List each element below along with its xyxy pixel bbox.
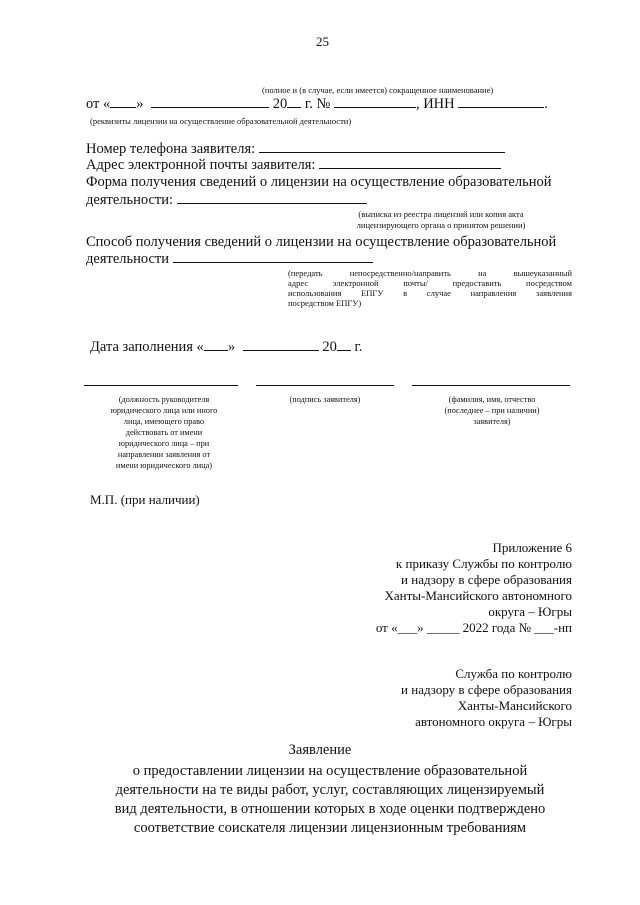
date-g: г.	[354, 339, 363, 355]
year-prefix: 20	[272, 96, 288, 112]
email-label: Адрес электронной почты заявителя:	[86, 157, 316, 173]
document-subtitle: о предоставлении лицензии на осуществление образовательной деятельности на те виды работ, услуг, составляющих лицензируемый вид деятельности, в отношении которых в ходе оценки подтверждено соответствие соискателя лицензии лицензионным требованиям	[114, 763, 546, 836]
method-note-2: адрес электронной почты/ предоставить посредством	[288, 278, 572, 288]
addressee-block: Служба по контролю и надзору в сфере образования Ханты-Мансийского автономного округа – Югры	[401, 666, 572, 729]
document-title: Заявление	[288, 742, 352, 758]
inn-label: , ИНН	[415, 96, 455, 112]
email-row	[86, 157, 501, 174]
appendix-title: Приложение 6	[492, 540, 572, 555]
form-note-1: (выписка из реестра лицензий или копия акта	[358, 209, 524, 219]
method-note	[288, 268, 572, 308]
appendix-date: от «___» _____ 2022 года № ___-нп	[375, 620, 572, 635]
form-label: деятельности:	[86, 192, 174, 208]
phone-label: Номер телефона заявителя:	[86, 141, 256, 157]
method-label: деятельности	[86, 251, 170, 267]
position-line	[84, 385, 238, 386]
day-blank	[110, 106, 136, 108]
form-blank	[177, 202, 367, 204]
number-blank	[334, 106, 416, 108]
date-year: 20	[322, 339, 337, 355]
method-row	[86, 251, 373, 268]
form-line-1: Форма получения сведений о лицензии на осуществление образовательной	[86, 174, 552, 190]
method-line-1: Способ получения сведений о лицензии на осуществление образовательной	[86, 234, 557, 250]
method-note-3: использования ЕПГУ в случае направления заявления	[288, 288, 572, 298]
ot-prefix: от «	[86, 96, 111, 112]
stamp-note: М.П. (при наличии)	[90, 492, 200, 507]
fullname-caption: (фамилия, имя, отчество (последнее – при наличии) заявителя)	[444, 395, 540, 426]
date-row	[90, 339, 362, 356]
form-row	[86, 192, 367, 209]
form-note-2: лицензирующего органа о принятом решении)	[356, 220, 526, 230]
g-no: г. №	[304, 96, 331, 112]
page-number: 25	[316, 34, 329, 49]
email-blank	[319, 167, 501, 169]
fullname-line	[412, 385, 570, 386]
signature-line	[256, 385, 394, 386]
method-blank	[173, 261, 373, 263]
date-year-blank	[337, 349, 351, 351]
license-requisites-line	[86, 96, 548, 113]
year-blank	[287, 106, 301, 108]
date-prefix: Дата заполнения «	[90, 339, 204, 355]
method-note-1: (передать непосредственно/направить на вышеуказанный	[288, 268, 572, 278]
method-note-4: посредством ЕПГУ)	[288, 298, 362, 308]
appendix-block: Приложение 6 к приказу Службы по контролю и надзору в сфере образования Ханты-Мансийского автономного округа – Югры от «___» _____ 2022 года № ___-нп	[375, 540, 572, 635]
position-caption: (должность руководителя юридического лица или иного лица, имеющего право действовать от имени юридического лица – при направлении заявления от имени юридического лица)	[110, 395, 218, 470]
signature-caption: (подпись заявителя)	[289, 395, 361, 404]
ot-close: »	[136, 96, 144, 112]
name-caption: (полное и (в случае, если имеется) сокращенное наименование)	[262, 85, 494, 95]
phone-row	[86, 141, 505, 158]
month-blank	[151, 106, 269, 108]
inn-blank	[458, 106, 544, 108]
date-month-blank	[243, 349, 319, 351]
date-close: »	[227, 339, 236, 355]
date-day-blank	[204, 349, 228, 351]
phone-blank	[259, 151, 505, 153]
license-requisites-caption: (реквизиты лицензии на осуществление образовательной деятельности)	[90, 116, 352, 126]
period: .	[544, 96, 548, 112]
